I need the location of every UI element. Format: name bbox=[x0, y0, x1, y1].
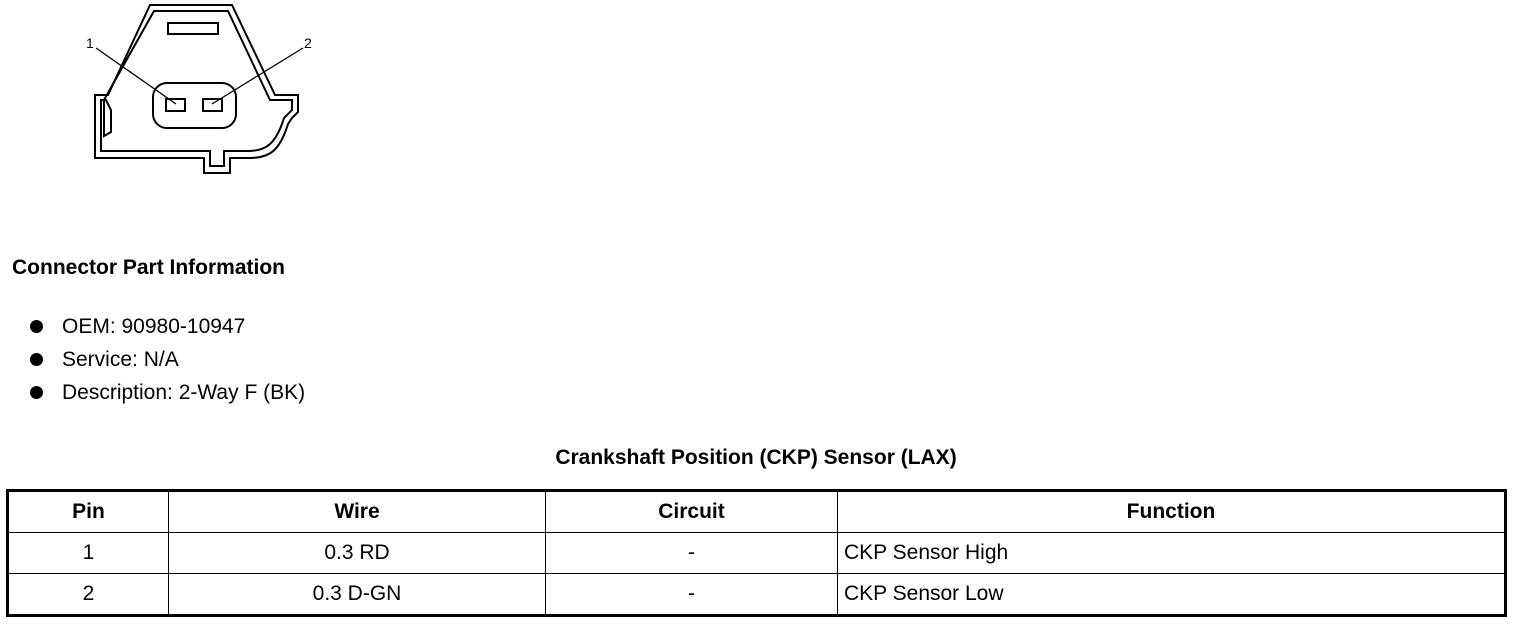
cell-function: CKP Sensor High bbox=[838, 533, 1506, 574]
connector-face-diagram bbox=[0, 0, 330, 185]
connector-housing-outline bbox=[95, 5, 298, 173]
terminal-2 bbox=[203, 99, 222, 111]
info-item-service bbox=[30, 345, 305, 378]
header-function: Function bbox=[838, 491, 1506, 533]
bullet-icon bbox=[30, 386, 43, 399]
header-pin: Pin bbox=[8, 491, 169, 533]
header-circuit: Circuit bbox=[546, 491, 838, 533]
cell-circuit: - bbox=[546, 574, 838, 616]
cell-pin: 2 bbox=[8, 574, 169, 616]
cell-wire: 0.3 RD bbox=[169, 533, 546, 574]
table-row bbox=[8, 574, 1506, 616]
terminal-1 bbox=[166, 99, 185, 111]
header-wire: Wire bbox=[169, 491, 546, 533]
connector-latch-slot bbox=[168, 23, 218, 34]
info-item-description bbox=[30, 378, 305, 411]
pinout-table bbox=[6, 489, 1507, 617]
connector-info-heading: Connector Part Information bbox=[12, 256, 286, 279]
cell-function: CKP Sensor Low bbox=[838, 574, 1506, 616]
cell-wire: 0.3 D-GN bbox=[169, 574, 546, 616]
info-item-text: OEM: 90980-10947 bbox=[62, 315, 246, 338]
pinout-table-title: Crankshaft Position (CKP) Sensor (LAX) bbox=[555, 446, 957, 469]
pin-label-1: 1 bbox=[86, 35, 94, 51]
cell-pin: 1 bbox=[8, 533, 169, 574]
info-item-oem bbox=[30, 312, 305, 345]
info-item-text: Description: 2-Way F (BK) bbox=[62, 381, 306, 404]
pin-label-2: 2 bbox=[304, 35, 312, 51]
bullet-icon bbox=[30, 320, 43, 333]
connector-info-list bbox=[30, 312, 305, 411]
cell-circuit: - bbox=[546, 533, 838, 574]
table-row bbox=[8, 533, 1506, 574]
info-item-text: Service: N/A bbox=[62, 348, 179, 371]
table-header-row bbox=[8, 491, 1506, 533]
bullet-icon bbox=[30, 353, 43, 366]
